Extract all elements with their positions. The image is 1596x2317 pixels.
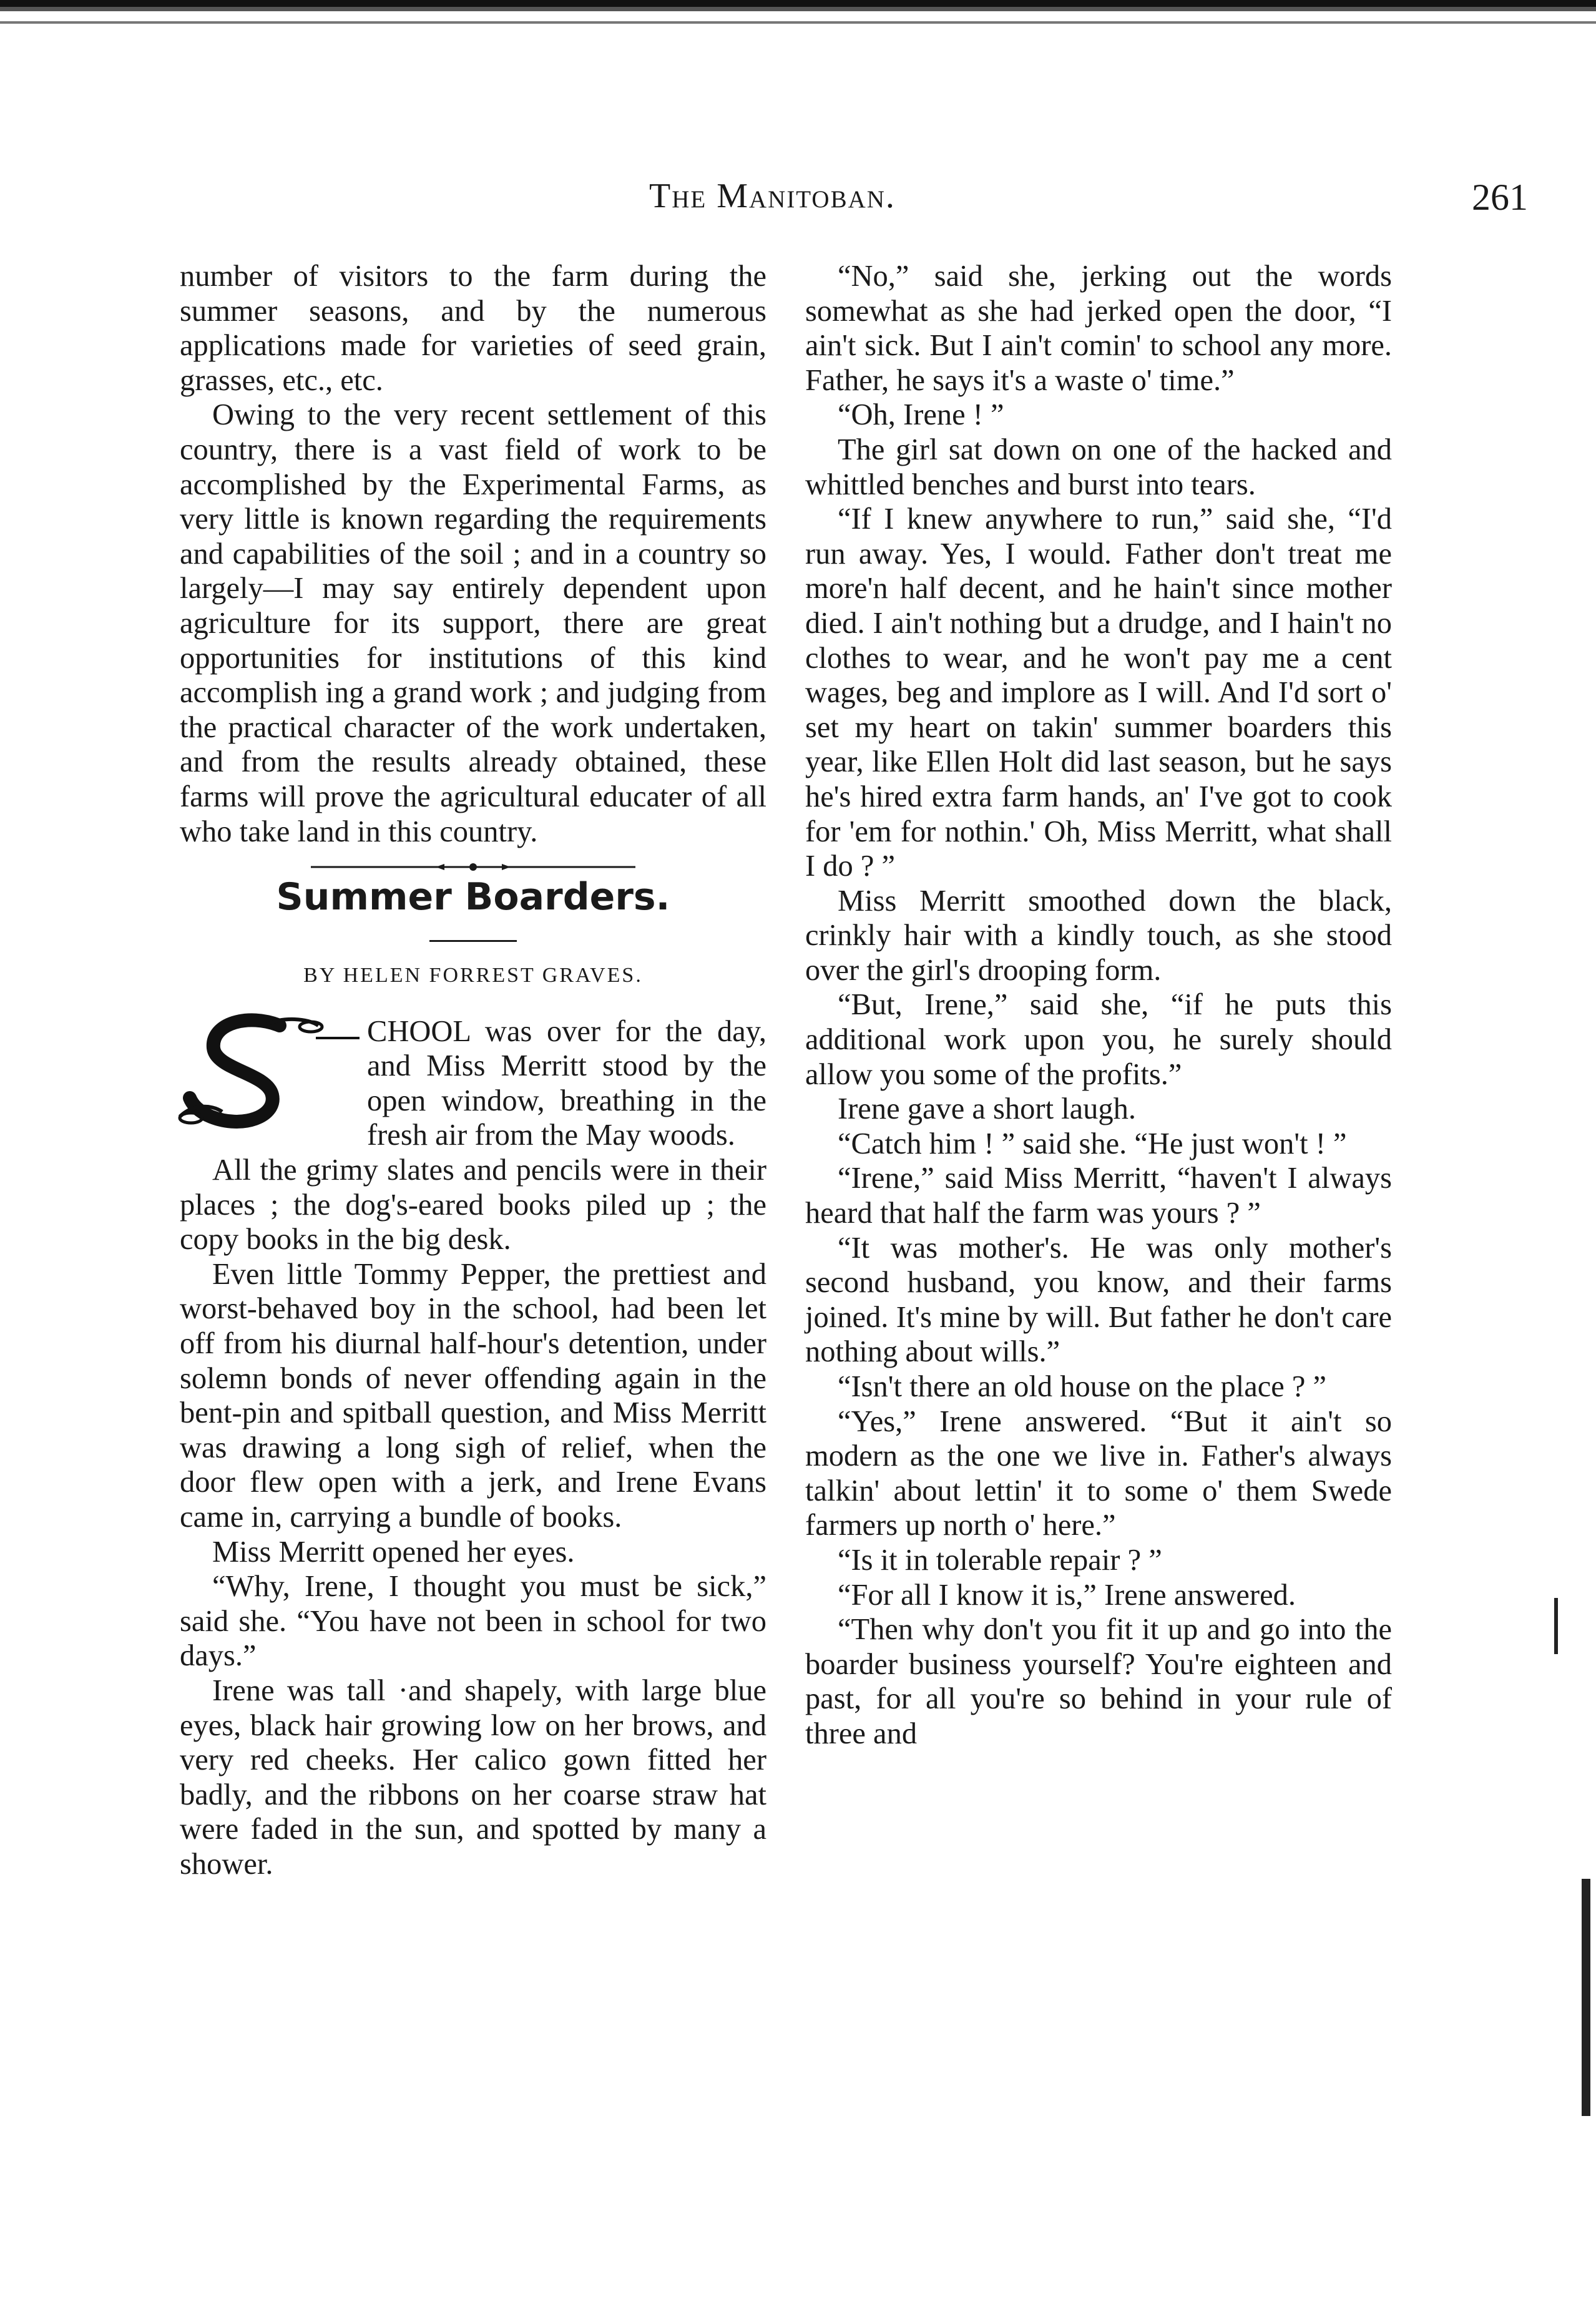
left-column — [180, 259, 766, 1882]
story-paragraph-2: Even little Tommy Pepper, the prettiest and worst-behaved boy in the school, had been let off from his diurnal half-hour's detention, under solemn bonds of never offending again in the bent-pin and spitball question, and Miss Merritt was drawing a long sigh of relief, when the door flew open with a jerk, and Irene Evans came in, carrying a bundle of books. — [180, 1257, 766, 1534]
title-rule — [429, 940, 517, 942]
left-paragraph-1: number of visitors to the farm during the summer seasons, and by the numerous applications made for varieties of seed grain, grasses, etc., etc. — [180, 260, 766, 397]
right-column — [805, 259, 1392, 1751]
story-title: Summer Boarders. — [276, 875, 670, 919]
scan-margin-mark — [1582, 1879, 1590, 2116]
right-paragraph-3: The girl sat down on one of the hacked and whittled benches and burst into tears. — [805, 433, 1392, 501]
right-paragraph-12: “Yes,” Irene answered. “But it ain't so modern as the one we live in. Father's always talkin' about lettin' it to some o' them Swede farmers up north o' here.” — [805, 1404, 1392, 1542]
right-paragraph-9: “Irene,” said Miss Merritt, “haven't I always heard that half the farm was yours ? ” — [805, 1162, 1392, 1230]
right-paragraph-13: “Is it in tolerable repair ? ” — [838, 1543, 1162, 1577]
top-border-rule — [0, 0, 1596, 11]
story-paragraph-5: Irene was tall ·and shapely, with large blue eyes, black hair growing low on her brows, and very red cheeks. Her calico gown fitted her badly, and the ribbons on her coarse straw hat were faded in the sun, and spotted by many a shower. — [180, 1673, 766, 1881]
byline: BY HELEN FORREST GRAVES. — [303, 964, 643, 987]
right-paragraph-1: “No,” said she, jerking out the words somewhat as she had jerked open the door, “I ain't sick. But I ain't comin' to school any more. Father, he says it's a waste o' time.” — [805, 260, 1392, 397]
section-divider-ornament — [311, 863, 635, 871]
right-paragraph-15: “Then why don't you fit it up and go into the boarder business yourself? You're eighteen and past, for all you're so behind in your rule of three and — [805, 1613, 1392, 1750]
right-paragraph-14: “For all I know it is,” Irene answered. — [838, 1578, 1296, 1612]
right-paragraph-7: Irene gave a short laugh. — [838, 1092, 1137, 1126]
right-paragraph-11: “Isn't there an old house on the place ? ” — [838, 1370, 1327, 1403]
scan-margin-mark-small — [1554, 1598, 1558, 1654]
opening-paragraph: CHOOL was over for the day, and Miss Merritt stood by the open window, breathing in the fresh air from the May woods. — [367, 1014, 766, 1152]
right-paragraph-6: “But, Irene,” said she, “if he puts this additional work upon you, he surely should allow you some of the profits.” — [805, 988, 1392, 1091]
right-paragraph-2: “Oh, Irene ! ” — [838, 398, 1004, 432]
page-number: 261 — [1472, 177, 1528, 218]
top-border-thin-rule — [0, 21, 1596, 24]
story-paragraph-3: Miss Merritt opened her eyes. — [212, 1535, 575, 1569]
right-paragraph-8: “Catch him ! ” said she. “He just won't ! ” — [838, 1127, 1347, 1160]
left-paragraph-2: Owing to the very recent settlement of this country, there is a vast field of work to be accomplished by the Experimental Farms, as very little is known regarding the requirements and capabilities of the soil ; and in a country so largely—I may say entirely dependent upon agriculture for its support, there are great opportunities for institutions of this kind accomplish ing a grand work ; and judging from the practical character of the work undertaken, and from the results already obtained, these farms will prove the agricultural educater of all who take land in this country. — [180, 398, 766, 848]
story-paragraph-4: “Why, Irene, I thought you must be sick,” said she. “You have not been in school for two days.” — [180, 1570, 766, 1673]
running-head: The Manitoban. — [649, 177, 896, 215]
opening-block — [180, 1014, 766, 1153]
right-paragraph-5: Miss Merritt smoothed down the black, crinkly hair with a kindly touch, as she stood over the girl's drooping form. — [805, 884, 1392, 987]
story-paragraph-1: All the grimy slates and pencils were in their places ; the dog's-eared books piled up ; the copy books in the big desk. — [180, 1154, 766, 1256]
ornamental-dropcap-s-icon — [174, 1011, 361, 1135]
right-paragraph-4: “If I knew anywhere to run,” said she, “I'd run away. Yes, I would. Father don't treat me more'n half decent, and he hain't since mother died. I ain't nothing but a drudge, and I hain't no clothes to wear, and he won't pay me a cent wages, beg and implore as I will. And I'd sort o' set my heart on takin' summer boarders this year, like Ellen Holt did last season, but he says he's hired extra farm hands, an' I've got to cook for 'em for nothin.' Oh, Miss Merritt, what shall I do ? ” — [805, 502, 1392, 883]
right-paragraph-10: “It was mother's. He was only mother's second husband, you know, and their farms joined. It's mine by will. But father he don't care nothing about wills.” — [805, 1231, 1392, 1369]
